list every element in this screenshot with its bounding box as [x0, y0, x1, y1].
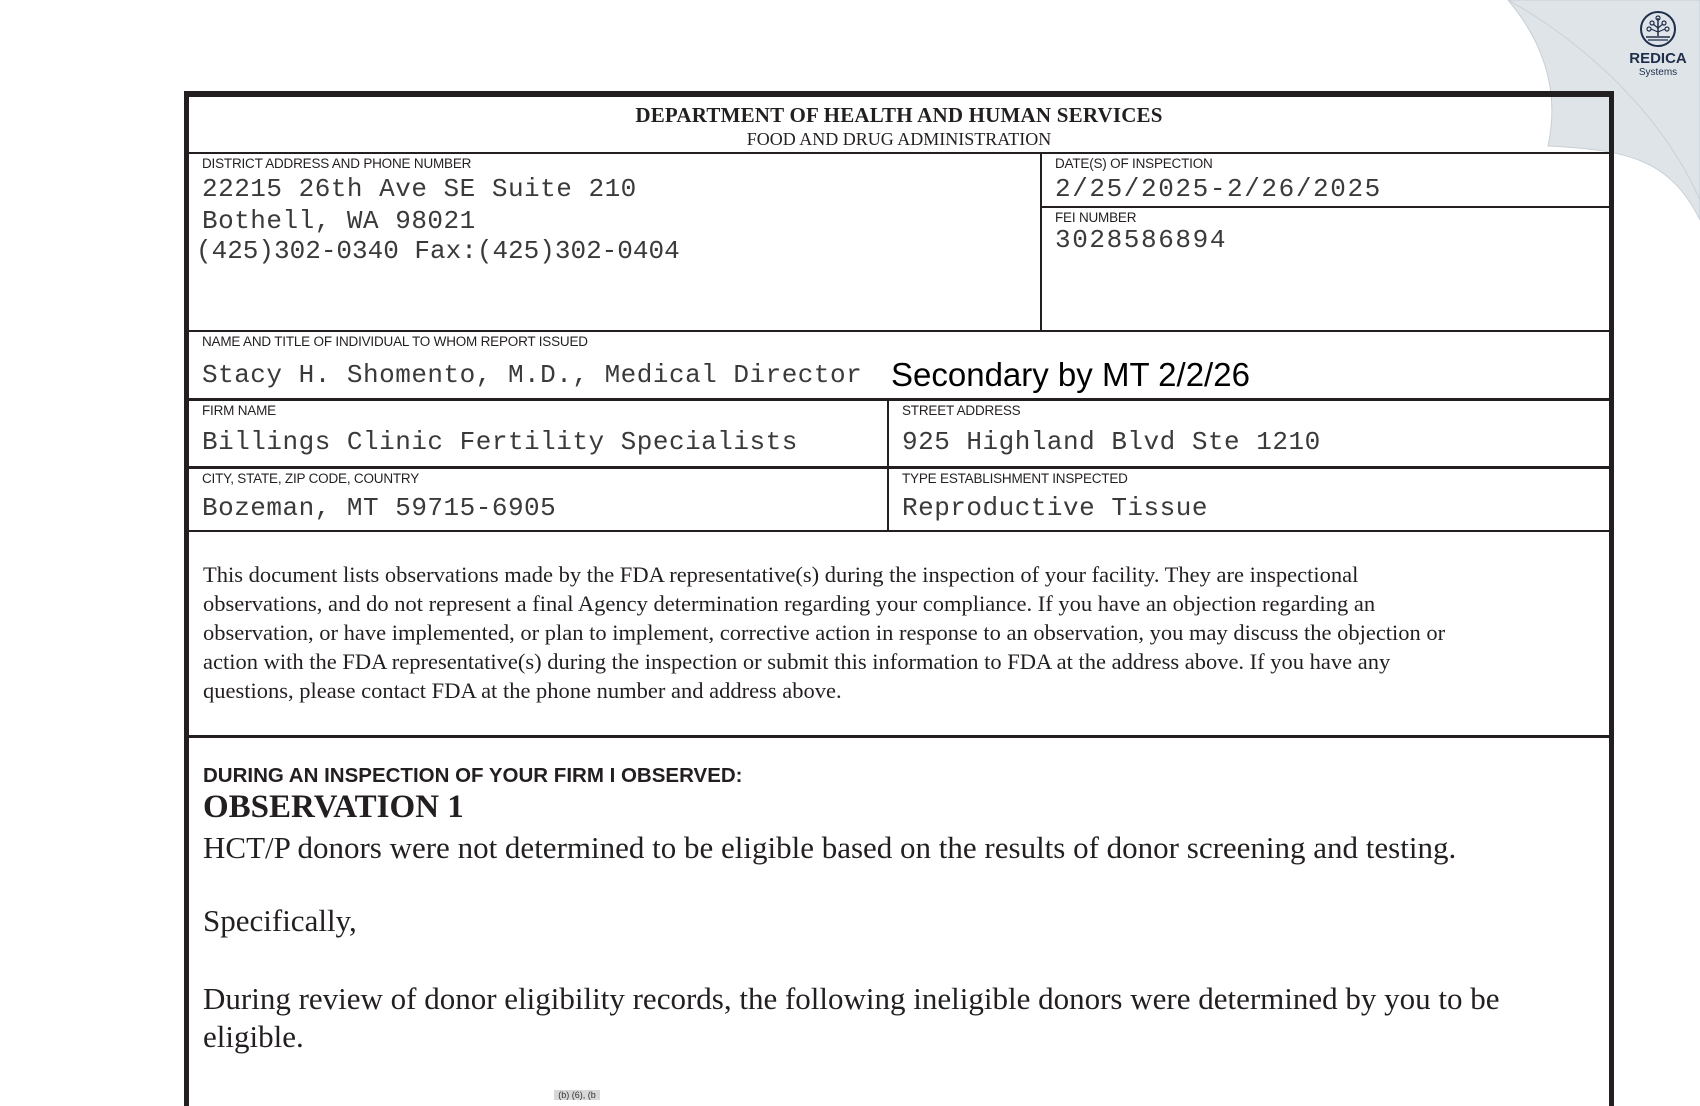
fei-value: 3028586894	[1055, 225, 1228, 255]
agency-title: FOOD AND DRUG ADMINISTRATION	[746, 129, 1052, 149]
disclaimer-line: action with the FDA representative(s) during the inspection or submit this information to FDA at the address above. If you have any	[203, 649, 1391, 674]
city-value: Bozeman, MT 59715-6905	[202, 493, 557, 523]
establishment-value: Reproductive Tissue	[902, 493, 1208, 523]
divider	[189, 398, 1609, 401]
street-value: 925 Highland Blvd Ste 1210	[902, 427, 1321, 457]
divider	[189, 152, 1609, 154]
street-label: STREET ADDRESS	[902, 403, 1021, 418]
redica-brand: REDICA	[1629, 50, 1687, 67]
disclaimer-line: This document lists observations made by the FDA representative(s) during the inspection of your facility. They are inspectional	[203, 562, 1359, 587]
fda-483-form	[184, 91, 1614, 1106]
observation-detail-line2: eligible.	[203, 1019, 304, 1054]
recipient-label: NAME AND TITLE OF INDIVIDUAL TO WHOM REPORT ISSUED	[202, 334, 588, 349]
redica-logo	[1628, 10, 1688, 78]
inspection-dates-label: DATE(S) OF INSPECTION	[1055, 156, 1213, 171]
fei-label: FEI NUMBER	[1055, 210, 1137, 225]
observation-title: OBSERVATION 1	[203, 789, 464, 825]
district-phone: (425)302-0340 Fax:(425)302-0404	[196, 236, 680, 266]
disclaimer	[203, 560, 1603, 705]
divider	[189, 530, 1609, 532]
district-label: DISTRICT ADDRESS AND PHONE NUMBER	[202, 156, 472, 171]
establishment-label: TYPE ESTABLISHMENT INSPECTED	[902, 471, 1128, 486]
observation-detail-line1: During review of donor eligibility records, the following ineligible donors were determined by you to be	[203, 981, 1500, 1016]
divider	[189, 466, 1609, 469]
divider	[887, 398, 889, 532]
observation-summary: HCT/P donors were not determined to be eligible based on the results of donor screening and testing.	[203, 830, 1457, 865]
department-title: DEPARTMENT OF HEALTH AND HUMAN SERVICES	[635, 103, 1163, 127]
disclaimer-line: observations, and do not represent a final Agency determination regarding your compliance. If you have an objection regarding an	[203, 591, 1376, 616]
inspection-dates-value: 2/25/2025-2/26/2025	[1055, 174, 1382, 204]
disclaimer-line: questions, please contact FDA at the phone number and address above.	[203, 678, 842, 703]
recipient-value: Stacy H. Shomento, M.D., Medical Director	[202, 360, 863, 390]
firm-label: FIRM NAME	[202, 403, 276, 418]
divider	[189, 330, 1609, 332]
redica-sub: Systems	[1638, 67, 1678, 78]
observed-intro: DURING AN INSPECTION OF YOUR FIRM I OBSERVED:	[203, 764, 743, 787]
firm-value: Billings Clinic Fertility Specialists	[202, 427, 798, 457]
district-address-line2: Bothell, WA 98021	[202, 206, 476, 236]
secondary-review-stamp: Secondary by MT 2/2/26	[891, 356, 1250, 393]
observation-specifically: Specifically,	[203, 903, 357, 938]
divider	[1040, 152, 1042, 330]
divider	[1042, 206, 1609, 208]
disclaimer-line: observation, or have implemented, or plan to implement, corrective action in response to an observation, you may discuss the objection or	[203, 620, 1446, 645]
redaction-box: (b) (6), (b	[554, 1090, 600, 1100]
city-label: CITY, STATE, ZIP CODE, COUNTRY	[202, 471, 420, 486]
divider	[189, 735, 1609, 738]
tree-circle-logo-icon	[1639, 10, 1677, 48]
district-address-line1: 22215 26th Ave SE Suite 210	[202, 174, 637, 204]
